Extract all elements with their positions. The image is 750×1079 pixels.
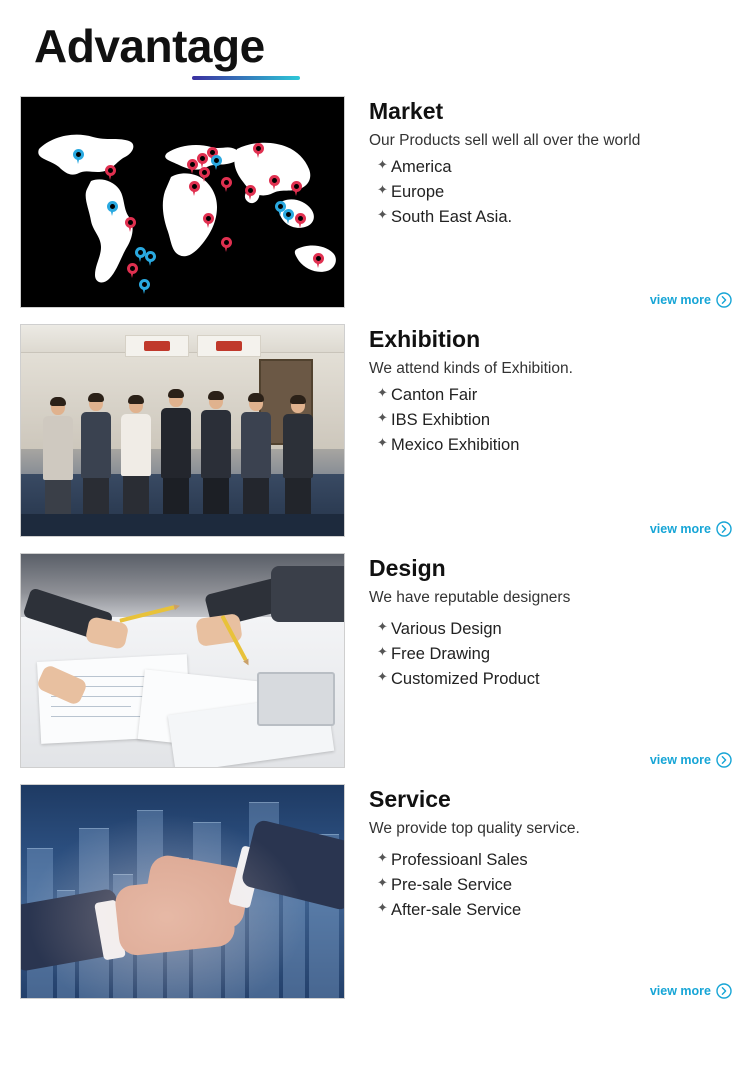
map-pin — [199, 167, 210, 182]
title-underline — [192, 76, 300, 80]
view-more-label: view more — [649, 984, 711, 999]
map-pin — [211, 155, 222, 170]
view-more-label: view more — [649, 753, 711, 768]
booth-banner — [125, 335, 189, 357]
map-pin — [105, 165, 116, 180]
map-pin — [139, 279, 150, 294]
person — [161, 391, 191, 514]
map-pin — [125, 217, 136, 232]
arrow-right-circle-icon — [716, 292, 732, 308]
diamond-bullet-icon: ✦ — [377, 619, 388, 635]
diamond-bullet-icon: ✦ — [377, 206, 388, 222]
service-bullets — [369, 848, 732, 922]
list-item — [377, 408, 732, 433]
bullet-text: Mexico Exhibition — [391, 435, 520, 454]
design-subtitle: We have reputable designers — [369, 588, 571, 606]
tablet-device — [257, 672, 335, 726]
bullet-text: South East Asia. — [391, 207, 513, 226]
section-design — [0, 553, 750, 768]
market-content — [345, 96, 732, 308]
world-map-graphic — [21, 97, 344, 307]
bullet-text: Pre-sale Service — [391, 876, 513, 895]
map-pin — [295, 213, 306, 228]
person — [283, 397, 313, 514]
map-pin — [203, 213, 214, 228]
list-item — [377, 205, 732, 230]
exhibition-content — [345, 324, 732, 537]
list-item — [377, 433, 732, 458]
map-pin — [189, 181, 200, 196]
map-pin — [313, 253, 324, 268]
torso — [271, 566, 344, 622]
design-image[interactable] — [20, 553, 345, 768]
map-pin — [221, 237, 232, 252]
bullet-text: Canton Fair — [391, 386, 478, 405]
section-service — [0, 784, 750, 999]
list-item — [377, 667, 732, 692]
map-pin — [73, 149, 84, 164]
diamond-bullet-icon: ✦ — [377, 644, 388, 660]
diamond-bullet-icon: ✦ — [377, 410, 388, 426]
list-item — [377, 642, 732, 667]
design-bullets — [369, 617, 732, 691]
view-more-market-link[interactable] — [650, 292, 732, 308]
market-title: Market — [369, 98, 444, 125]
service-image[interactable] — [20, 784, 345, 999]
view-more-exhibition-link[interactable] — [650, 521, 732, 537]
view-more-label: view more — [649, 522, 711, 537]
view-more-label: view more — [649, 293, 711, 308]
bullet-text: IBS Exhibtion — [391, 411, 491, 430]
bullet-text: Customized Product — [391, 669, 540, 688]
exhibition-subtitle: We attend kinds of Exhibition. — [369, 359, 573, 377]
service-content — [345, 784, 732, 999]
market-bullets — [369, 155, 732, 229]
map-pin — [283, 209, 294, 224]
arrow-right-circle-icon — [716, 983, 732, 999]
diamond-bullet-icon: ✦ — [377, 850, 388, 866]
design-title: Design — [369, 555, 446, 582]
world-map-svg — [21, 97, 345, 308]
list-item — [377, 898, 732, 923]
service-photo-graphic — [21, 785, 344, 998]
bullet-text: Various Design — [391, 620, 502, 639]
map-pin — [107, 201, 118, 216]
market-image[interactable] — [20, 96, 345, 308]
list-item — [377, 848, 732, 873]
section-market — [0, 96, 750, 308]
diamond-bullet-icon: ✦ — [377, 899, 388, 915]
person — [241, 395, 271, 514]
bullet-text: America — [391, 158, 452, 177]
person — [81, 395, 111, 514]
section-exhibition — [0, 324, 750, 537]
arrow-right-circle-icon — [716, 752, 732, 768]
map-pin — [145, 251, 156, 266]
person — [201, 393, 231, 514]
view-more-service-link[interactable] — [650, 983, 732, 999]
bullet-text: Professioanl Sales — [391, 851, 528, 870]
map-pin — [127, 263, 138, 278]
exhibition-image[interactable] — [20, 324, 345, 537]
photo-glow-overlay — [21, 785, 344, 998]
arrow-right-circle-icon — [716, 521, 732, 537]
booth-carpet — [21, 514, 344, 536]
person — [121, 397, 151, 514]
service-title: Service — [369, 786, 451, 813]
view-more-design-link[interactable] — [650, 752, 732, 768]
list-item — [377, 873, 732, 898]
map-pin — [291, 181, 302, 196]
diamond-bullet-icon: ✦ — [377, 668, 388, 684]
bullet-text: Europe — [391, 183, 445, 202]
diamond-bullet-icon: ✦ — [377, 875, 388, 891]
exhibition-bullets — [369, 383, 732, 457]
diamond-bullet-icon: ✦ — [377, 434, 388, 450]
map-pin — [221, 177, 232, 192]
booth-banner — [197, 335, 261, 357]
exhibition-photo-graphic — [21, 325, 344, 536]
map-pin — [245, 185, 256, 200]
list-item — [377, 155, 732, 180]
map-pin — [253, 143, 264, 158]
service-subtitle: We provide top quality service. — [369, 819, 580, 837]
exhibition-title: Exhibition — [369, 326, 481, 353]
design-content — [345, 553, 732, 768]
person — [43, 399, 73, 514]
bullet-text: After-sale Service — [391, 900, 522, 919]
list-item — [377, 180, 732, 205]
list-item — [377, 617, 732, 642]
design-photo-graphic — [21, 554, 344, 767]
diamond-bullet-icon: ✦ — [377, 182, 388, 198]
page-header — [0, 0, 750, 80]
market-subtitle: Our Products sell well all over the world — [369, 131, 641, 149]
diamond-bullet-icon: ✦ — [377, 385, 388, 401]
page-title: Advantage — [34, 20, 265, 72]
list-item — [377, 383, 732, 408]
bullet-text: Free Drawing — [391, 645, 491, 664]
map-pin — [269, 175, 280, 190]
diamond-bullet-icon: ✦ — [377, 157, 388, 173]
